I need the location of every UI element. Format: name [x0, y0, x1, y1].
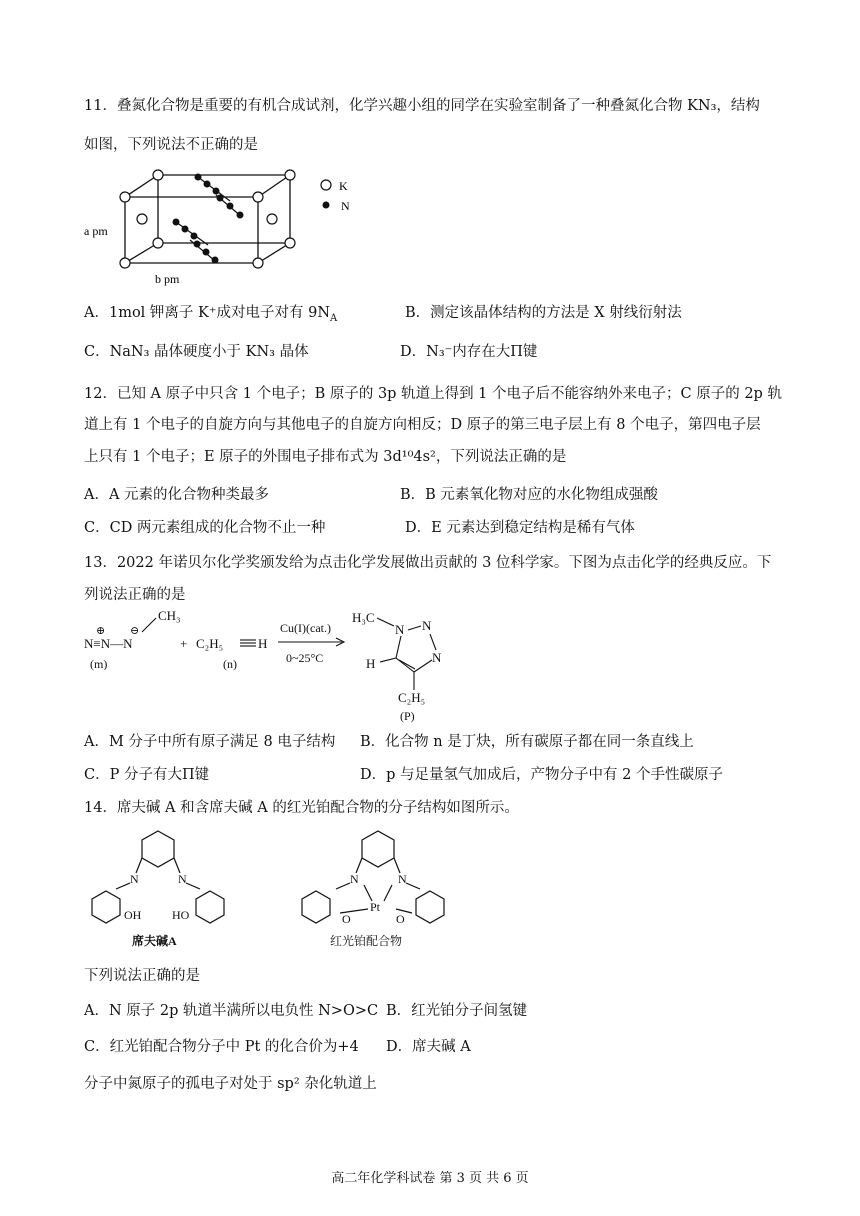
legend-k-marker [321, 180, 331, 190]
pt-complex-o-right: O [396, 912, 405, 926]
compound-p-label: (P) [400, 709, 415, 723]
pt-complex-n-right: N [398, 872, 407, 886]
page-footer: 高二年化学科试卷 第 3 页 共 6 页 [331, 1171, 529, 1186]
q14-stem: 14．席夫碱 A 和含席夫碱 A 的红光铂配合物的分子结构如图所示。 [84, 800, 519, 816]
kn3-crystal-structure-figure [80, 165, 380, 290]
legend-n-marker [323, 202, 330, 209]
q11-option-b: B．测定该晶体结构的方法是 X 射线衍射法 [405, 305, 682, 321]
hydrogen-label-p: H [366, 656, 376, 671]
schiff-base-a-label: 席夫碱A [132, 934, 177, 948]
legend-n-label: N [341, 199, 350, 213]
q14-option-d-continued: 分子中氮原子的孤电子对处于 sp² 杂化轨道上 [84, 1076, 377, 1092]
q11-option-a-text: A．1mol 钾离子 K⁺成对电子对有 9N [84, 305, 331, 321]
q12-stem-line2: 道上有 1 个电子的自旋方向与其他电子的自旋方向相反；D 原子的第三电子层上有 8 个电子，第四电子层 [84, 417, 761, 433]
azide-formula: N≡N—N [84, 636, 133, 651]
schiff-n-right: N [178, 872, 187, 886]
q14-option-c: C．红光铂配合物分子中 Pt 的化合价为+4 [84, 1039, 359, 1055]
q11-option-a [84, 303, 337, 329]
q11-stem-line2: 如图，下列说法不正确的是 [84, 137, 258, 153]
q12-option-a: A．A 元素的化合物种类最多 [84, 487, 270, 503]
q11-stem-line1: 11．叠氮化合物是重要的有机合成试剂，化学兴趣小组的同学在实验室制备了一种叠氮化合物 KN₃，结构 [84, 98, 760, 114]
q11-option-c: C．NaN₃ 晶体硬度小于 KN₃ 晶体 [84, 344, 309, 360]
schiff-oh-left: OH [124, 908, 142, 922]
q11-option-d: D．N₃⁻内存在大Π键 [400, 344, 538, 360]
compound-n-label: (n) [223, 657, 237, 671]
triazole-n1: N [395, 622, 405, 637]
q12-option-d: D．E 元素达到稳定结构是稀有气体 [405, 520, 635, 536]
negative-charge: ⊖ [130, 625, 140, 637]
b-dimension-label: b pm [155, 272, 180, 286]
hydrogen-label-n: H [258, 636, 268, 651]
q11-option-a-subscript: A [330, 312, 338, 324]
q12-stem-line3: 上只有 1 个电子；E 原子的外围电子排布式为 3d¹⁰4s²，下列说法正确的是 [84, 449, 567, 465]
schiff-base-structures-figure [80, 825, 460, 955]
q14-option-d: D．席夫碱 A [386, 1039, 471, 1055]
q12-option-c: C．CD 两元素组成的化合物不止一种 [84, 520, 326, 536]
q12-stem-line1: 12．已知 A 原子中只含 1 个电子；B 原子的 3p 轨道上得到 1 个电子后不能容纳外来电子；C 原子的 2p 轨 [84, 386, 782, 402]
q13-option-a: A．M 分子中所有原子满足 8 电子结构 [84, 734, 336, 750]
a-dimension-label: a pm [84, 224, 108, 238]
legend-k-label: K [339, 179, 348, 193]
click-reaction-scheme [80, 610, 480, 725]
q13-option-b: B．化合物 n 是丁炔，所有碳原子都在同一条直线上 [360, 734, 694, 750]
triazole-n2: N [422, 618, 432, 633]
q14-option-b: B．红光铂分子间氢键 [386, 1003, 528, 1019]
pt-center: Pt [370, 900, 381, 914]
schiff-n-left: N [130, 872, 139, 886]
triazole-n3: N [432, 650, 442, 665]
schiff-oh-right: HO [172, 908, 190, 922]
q12-option-b: B．B 元素氧化物对应的水化物组成强酸 [400, 487, 658, 503]
pt-complex-o-left: O [342, 912, 351, 926]
q14-option-a: A．N 原子 2p 轨道半满所以电负性 N>O>C [84, 1003, 379, 1019]
ethyl-label-n: C₂H₅ [196, 636, 224, 651]
methyl-label-p: H₃C [352, 610, 375, 625]
q13-stem-line2: 列说法正确的是 [84, 587, 186, 603]
methyl-label-m: CH₃ [158, 610, 181, 623]
plus-sign: + [180, 636, 188, 651]
q13-option-d: D．p 与足量氢气加成后，产物分子中有 2 个手性碳原子 [360, 767, 723, 783]
ethyl-label-p: C₂H₅ [398, 690, 426, 705]
temperature-label: 0~25°C [286, 651, 324, 665]
compound-m-label: (m) [90, 657, 108, 671]
q14-prompt: 下列说法正确的是 [84, 968, 200, 984]
q13-stem-line1: 13．2022 年诺贝尔化学奖颁发给为点击化学发展做出贡献的 3 位科学家。下图为点击化学的经典反应。下 [84, 555, 772, 571]
positive-charge: ⊕ [96, 625, 106, 637]
q13-option-c: C．P 分子有大Π键 [84, 767, 210, 783]
catalyst-label: Cu(I)(cat.) [280, 621, 331, 635]
pt-complex-label: 红光铂配合物 [330, 934, 403, 948]
pt-complex-n-left: N [350, 872, 359, 886]
